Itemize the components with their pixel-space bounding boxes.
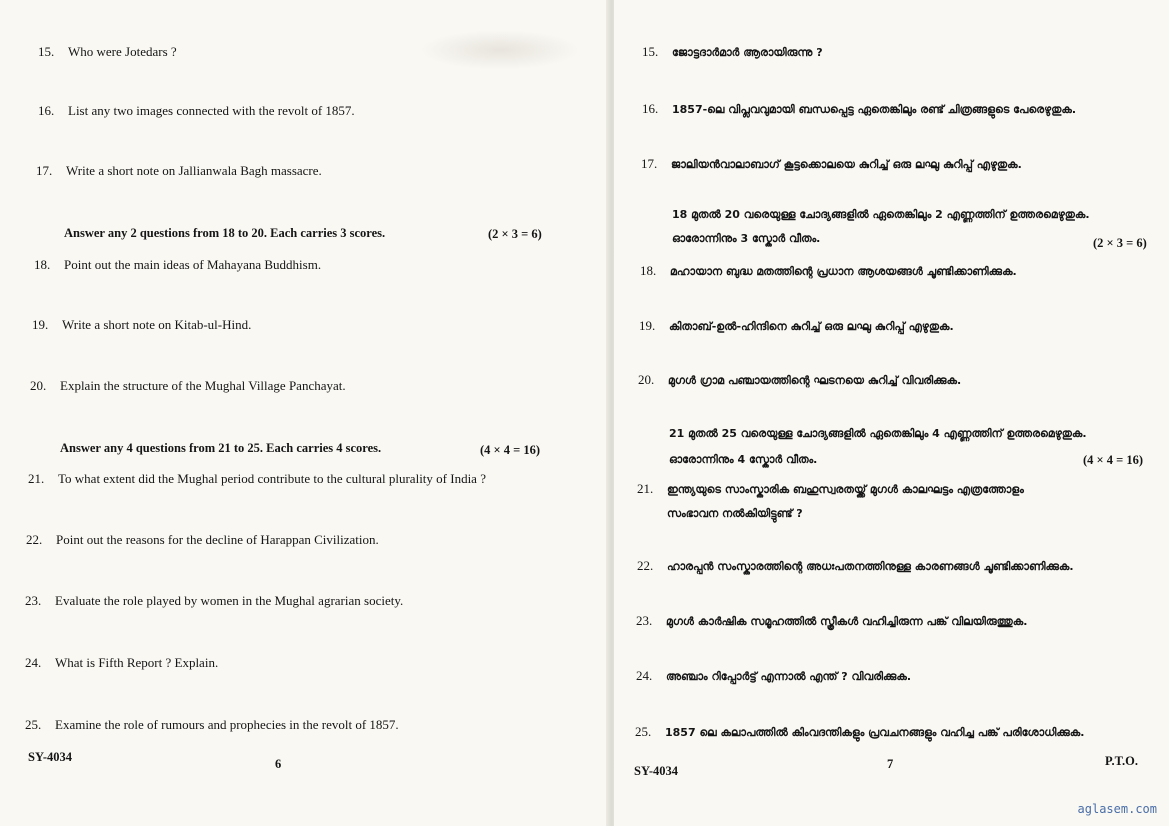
- site-watermark: aglasem.com: [1077, 802, 1157, 816]
- question-18-ml: 18. മഹായാന ബുദ്ധ മതത്തിന്റെ പ്രധാന ആശയങ്ങൾ ചൂണ്ടിക്കാണിക്കുക.: [640, 263, 1017, 278]
- question-16: 16. List any two images connected with the revolt of 1857.: [38, 103, 355, 118]
- question-25-ml: 25. 1857 ലെ കലാപത്തിൽ കിംവദന്തികളും പ്രവചനങ്ങളും വഹിച്ച പങ്ക് പരിശോധിക്കുക.: [635, 724, 1085, 739]
- question-20-ml: 20. മുഗൾ ഗ്രാമ പഞ്ചായത്തിന്റെ ഘടനയെ കുറിച്ച് വിവരിക്കുക.: [638, 372, 962, 387]
- question-21-ml-line2: സംഭാവന നൽകിയിട്ടുണ്ട് ?: [667, 507, 803, 520]
- question-23-ml: 23. മുഗൾ കാർഷിക സമൂഹത്തിൽ സ്ത്രീകൾ വഹിച്ചിരുന്ന പങ്ക് വിലയിരുത്തുക.: [636, 613, 1028, 628]
- marks-18-20: (2 × 3 = 6): [488, 227, 542, 241]
- question-18: 18. Point out the main ideas of Mahayana Buddhism.: [34, 257, 322, 272]
- right-page: [614, 0, 1169, 826]
- paper-code: SY-4034: [28, 750, 72, 764]
- marks-21-25: (4 × 4 = 16): [480, 443, 541, 457]
- instruction-18-20-ml-line1: 18 മുതൽ 20 വരെയുള്ള ചോദ്യങ്ങളിൽ ഏതെങ്കിലും 2 എണ്ണത്തിന് ഉത്തരമെഴുതുക.: [672, 208, 1090, 221]
- question-17: 17. Write a short note on Jallianwala Bagh massacre.: [36, 163, 322, 178]
- page-number: 6: [275, 757, 282, 771]
- question-21: 21. To what extent did the Mughal period contribute to the cultural plurality of India ?: [28, 471, 486, 486]
- question-15-ml: 15. ജോട്ടദാർമാർ ആരായിരുന്നു ?: [642, 44, 823, 59]
- question-16-ml: 16. 1857-ലെ വിപ്ലവവുമായി ബന്ധപ്പെട്ട ഏതെങ്കിലും രണ്ട് ചിത്രങ്ങളുടെ പേരെഴുതുക.: [642, 101, 1077, 116]
- instruction-18-20-ml-line2: ഓരോന്നിനും 3 സ്കോർ വീതം.: [672, 232, 821, 245]
- question-25: 25. Examine the role of rumours and prophecies in the revolt of 1857.: [25, 717, 399, 732]
- scan-smudge: [420, 30, 580, 70]
- question-24: 24. What is Fifth Report ? Explain.: [25, 655, 219, 670]
- question-19: 19. Write a short note on Kitab-ul-Hind.: [32, 317, 252, 332]
- question-24-ml: 24. അഞ്ചാം റിപ്പോർട്ട് എന്നാൽ എന്ത് ? വിവരിക്കുക.: [636, 668, 912, 683]
- instruction-21-25-ml-line1: 21 മുതൽ 25 വരെയുള്ള ചോദ്യങ്ങളിൽ ഏതെങ്കിലും 4 എണ്ണത്തിന് ഉത്തരമെഴുതുക.: [669, 427, 1087, 440]
- question-21-ml: 21. ഇന്ത്യയുടെ സാംസ്കാരിക ബഹുസ്വരതയ്ക്ക് മുഗൾ കാലഘട്ടം എത്രത്തോളം: [637, 481, 1024, 496]
- question-19-ml: 19. കിതാബ്-ഉൽ-ഹിന്ദിനെ കുറിച്ച് ഒരു ലഘു കുറിപ്പ് എഴുതുക.: [639, 318, 954, 333]
- instruction-18-20: Answer any 2 questions from 18 to 20. Each carries 3 scores.: [64, 226, 386, 240]
- paper-code-ml: SY-4034: [634, 764, 678, 778]
- question-17-ml: 17. ജാലിയൻവാലാബാഗ് കൂട്ടക്കൊലയെ കുറിച്ച് ഒരു ലഘു കുറിപ്പ് എഴുതുക.: [641, 156, 1022, 171]
- instruction-21-25: Answer any 4 questions from 21 to 25. Each carries 4 scores.: [60, 441, 382, 455]
- marks-21-25-ml: (4 × 4 = 16): [1083, 453, 1144, 467]
- question-22: 22. Point out the reasons for the decline of Harappan Civilization.: [26, 532, 379, 547]
- question-22-ml: 22. ഹാരപ്പൻ സംസ്കാരത്തിന്റെ അധഃപതനത്തിനുള്ള കാരണങ്ങൾ ചൂണ്ടിക്കാണിക്കുക.: [637, 558, 1074, 573]
- marks-18-20-ml: (2 × 3 = 6): [1093, 236, 1147, 250]
- question-23: 23. Evaluate the role played by women in the Mughal agrarian society.: [25, 593, 404, 608]
- pto-label: P.T.O.: [1105, 754, 1138, 768]
- question-20: 20. Explain the structure of the Mughal Village Panchayat.: [30, 378, 346, 393]
- page-number-ml: 7: [887, 757, 894, 771]
- instruction-21-25-ml-line2: ഓരോന്നിനും 4 സ്കോർ വീതം.: [669, 453, 818, 466]
- question-15: 15. Who were Jotedars ?: [38, 44, 177, 59]
